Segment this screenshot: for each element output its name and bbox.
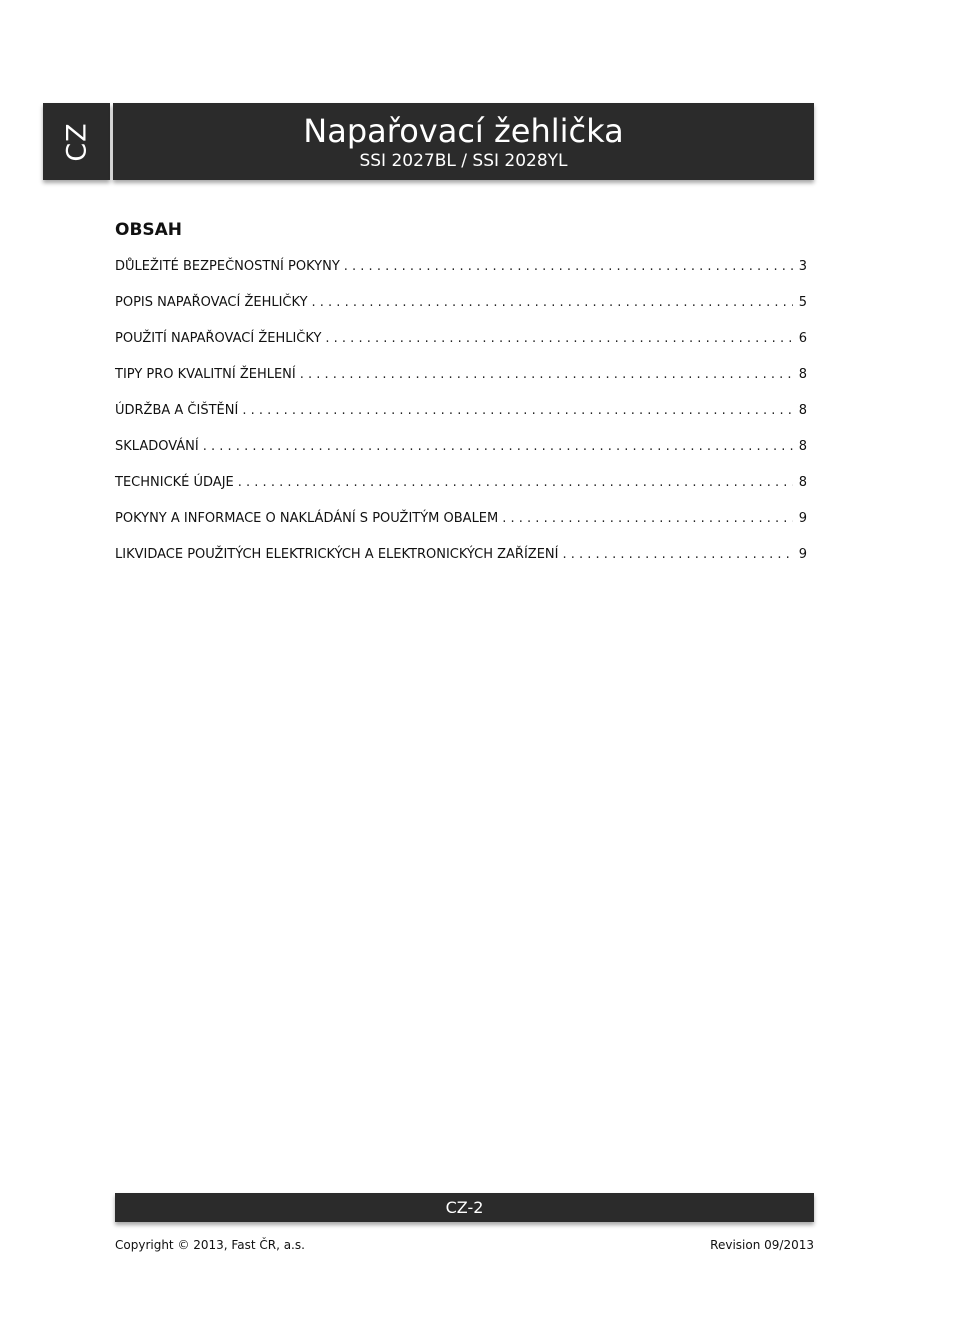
dot-leader	[344, 259, 793, 274]
revision-note: Revision 09/2013	[710, 1238, 814, 1252]
toc-entry-label: LIKVIDACE POUŽITÝCH ELEKTRICKÝCH A ELEKTRONICKÝCH ZAŘÍZENÍ	[115, 547, 559, 562]
toc-entry-page: 9	[798, 511, 807, 526]
copyright-notice: Copyright © 2013, Fast ČR, a.s.	[115, 1238, 305, 1252]
toc-heading: OBSAH	[115, 220, 183, 240]
dot-leader	[242, 403, 792, 418]
toc-entry-page: 8	[798, 367, 807, 382]
toc-entry-label: DŮLEŽITÉ BEZPEČNOSTNÍ POKYNY	[115, 259, 340, 274]
toc-entry[interactable]	[115, 259, 807, 295]
toc-entry[interactable]	[115, 403, 807, 439]
language-tab	[43, 103, 110, 180]
toc-entry[interactable]	[115, 331, 807, 367]
dot-leader	[312, 295, 793, 310]
toc-entry-label: POUŽITÍ NAPAŘOVACÍ ŽEHLIČKY	[115, 331, 322, 346]
footer-page-number: CZ-2	[115, 1193, 814, 1222]
toc-entry[interactable]	[115, 547, 807, 583]
toc-entry-page: 9	[798, 547, 807, 562]
toc-entry-page: 6	[798, 331, 807, 346]
dot-leader	[203, 439, 793, 454]
dot-leader	[300, 367, 793, 382]
dot-leader	[238, 475, 793, 490]
language-code: CZ	[61, 121, 92, 162]
dot-leader	[502, 511, 792, 526]
toc-entry[interactable]	[115, 511, 807, 547]
toc-entry-label: TIPY PRO KVALITNÍ ŽEHLENÍ	[115, 367, 296, 382]
toc-entry-page: 8	[798, 475, 807, 490]
header-banner	[113, 103, 814, 180]
toc-entry-page: 5	[798, 295, 807, 310]
model-numbers: SSI 2027BL / SSI 2028YL	[359, 151, 568, 171]
toc-entry-label: SKLADOVÁNÍ	[115, 439, 199, 454]
dot-leader	[562, 547, 792, 562]
toc-entry-page: 3	[798, 259, 807, 274]
toc-entry[interactable]	[115, 439, 807, 475]
toc-entry-page: 8	[798, 403, 807, 418]
dot-leader	[325, 331, 792, 346]
toc-entry-label: POPIS NAPAŘOVACÍ ŽEHLIČKY	[115, 295, 308, 310]
toc-entry[interactable]	[115, 367, 807, 403]
toc-entry[interactable]	[115, 295, 807, 331]
toc-entry-label: ÚDRŽBA A ČIŠTĚNÍ	[115, 403, 239, 418]
table-of-contents	[115, 218, 807, 583]
toc-entry-label: TECHNICKÉ ÚDAJE	[115, 475, 234, 490]
toc-entry-label: POKYNY A INFORMACE O NAKLÁDÁNÍ S POUŽITÝM OBALEM	[115, 511, 499, 526]
document-title: Napařovací žehlička	[303, 112, 624, 150]
toc-entry-page: 8	[798, 439, 807, 454]
toc-entry[interactable]	[115, 475, 807, 511]
